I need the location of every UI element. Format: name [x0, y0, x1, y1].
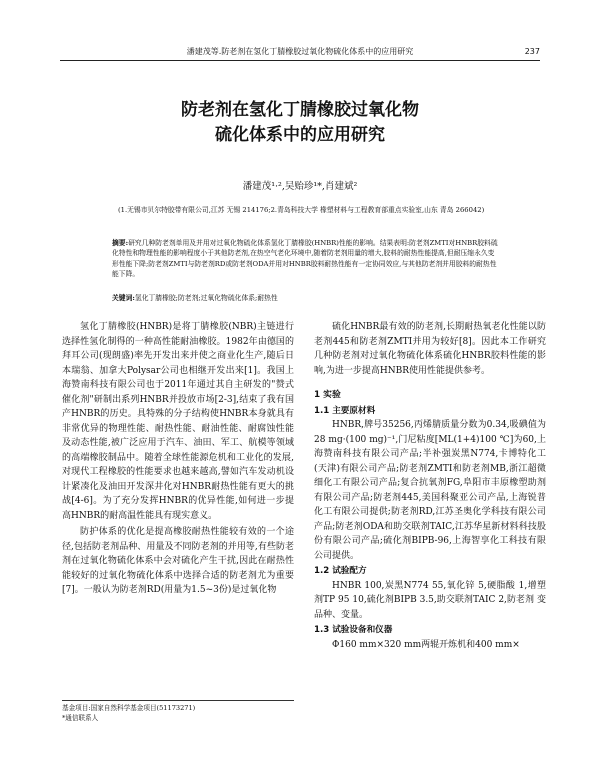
- keywords: [112, 293, 500, 303]
- subsection-heading-equipment: 1.3 试验设备和仪器: [314, 625, 393, 635]
- equipment-text: Φ160 mm×320 mm两辊开炼机和400 mm×: [332, 639, 520, 650]
- authors: 潘建茂¹·²,吴贻珍¹*,肖建斌²: [242, 181, 358, 192]
- abstract-text: 研究几种防老剂单用及并用对过氧化物硫化体系氢化丁腈橡胶(HNBR)性能的影响。结果表明:防老剂ZMTI对HNBR胶料硫化特性和物理性能的影响程度小于其他防老剂,在热空气老化环境中,随着防老剂用量的增大,胶料的耐热性能提高,但耐压缩永久变形性能下降;防老剂ZMTI与防老剂RD或防老剂ODA并用对HNBR胶料耐热性能有一定协同效应,与其他防老剂并用胶料的耐热性能下降。: [112, 239, 498, 279]
- affiliation: (1.无锡市贝尔特胶带有限公司,江苏 无锡 214176;2.青岛科技大学 橡塑材料与工程教育部重点实验室,山东 青岛 266042): [118, 206, 485, 214]
- title-line-1: 防老剂在氢化丁腈橡胶过氧化物: [181, 100, 419, 120]
- materials-text: HNBR,牌号35256,丙烯腈质量分数为0.34,吸碘值为28 mg·(100 mg)⁻¹,门尼粘度[ML(1+4)100 ℃]为60,上海赞南科技有限公司产品;半补强炭黑N774,卡博特化工(天津)有限公司产品;防老剂ZMTI和防老剂MB,浙江超微细化工有限公司产品;复合抗氧剂FG,阜阳市丰原橡塑助剂有限公司产品;防老剂445,美国科聚亚公司产品,上海锐普化工有限公司提供;防老剂RD,江苏圣奥化学科技有限公司产品;防老剂ODA和助交联剂TAIC,江苏华星新材料科技股份有限公司产品;硫化剂BIPB-96,上海智享化工科技有限公司提供。: [314, 420, 546, 561]
- subsection-heading-materials: 1.1 主要原材料: [314, 405, 376, 416]
- subsection-heading-formula: 1.2 试验配方: [314, 566, 367, 576]
- running-head: [60, 46, 540, 61]
- keywords-text: 氢化丁腈橡胶;防老剂;过氧化物硫化体系;耐热性: [134, 294, 278, 302]
- keywords-label: 关键词:: [112, 294, 135, 302]
- footnote: [62, 700, 294, 723]
- footnote-fund: 基金项目:国家自然科学基金项目(51173271): [62, 704, 196, 712]
- footnote-corresponding: *通信联系人: [62, 714, 99, 722]
- page-number: 237: [524, 47, 540, 56]
- intro-paragraph-2: 防护体系的优化是提高橡胶耐热性能较有效的一个途径,包括防老剂品种、用量及不同防老剂的并用等,有些防老剂在过氧化物硫化体系中会对硫化产生干扰,因此在耐热性能较好的过氧化物硫化体系中选择合适的防老剂尤为重要[7]。一般认为防老剂RD(用量为1.5~3份)是过氧化物: [62, 527, 294, 595]
- intro-paragraph-1: 氢化丁腈橡胶(HNBR)是将丁腈橡胶(NBR)主链进行选择性氢化制得的一种高性能耐油橡胶。1982年由德国的拜耳公司(现朗盛)率先开发出来并使之商业化生产,随后日本瑞翁、加拿大Polysar公司也相继开发出来[1]。我国上海赞南科技有限公司也于2011年通过其自主研发的"赞式催化剂"研制出系列HNBR并投放市场[2-3],结束了我有国产HNBR的历史。具特殊的分子结构使HNBR本身就具有非常优异的物理性能、耐热性能、耐油性能、耐腐蚀性能及动态性能,被广泛应用于汽车、油田、军工、航模等领域的高端橡胶制品中。随着全球性能源危机和工业化的发展,对现代工程橡胶的性能要求也越来越高,譬如汽车发动机设计紧凑化及油田开发深井化对HNBR耐热性能有更大的挑战[4-6]。为了充分发挥HNBR的优异性能,如何进一步提高HNBR的耐高温性能具有现实意义。: [62, 322, 294, 521]
- running-head-text: 潘建茂等.防老剂在氢化丁腈橡胶过氧化物硫化体系中的应用研究: [186, 47, 414, 56]
- article-title: [60, 98, 540, 148]
- title-line-2: 硫化体系中的应用研究: [215, 125, 385, 145]
- right-column: [314, 320, 546, 652]
- abstract-label: 摘要:: [112, 239, 129, 247]
- intro-paragraph-3: 硫化HNBR最有效的防老剂,长期耐热氧老化性能以防老剂445和防老剂ZMTI并用为较好[8]。因此本工作研究几种防老剂对过氧化物硫化体系硫化HNBR胶料性能的影响,为进一步提高HNBR使用性能提供参考。: [314, 322, 546, 376]
- section-heading-experiment: 1 实验: [314, 390, 341, 400]
- formula-text: HNBR 100,炭黑N774 55,氧化锌 5,硬脂酸 1,增塑剂TP 95 10,硫化剂BIPB 3.5,助交联剂TAIC 2,防老剂 变品种、变量。: [314, 580, 546, 620]
- left-column: [62, 320, 294, 598]
- abstract: [112, 238, 500, 280]
